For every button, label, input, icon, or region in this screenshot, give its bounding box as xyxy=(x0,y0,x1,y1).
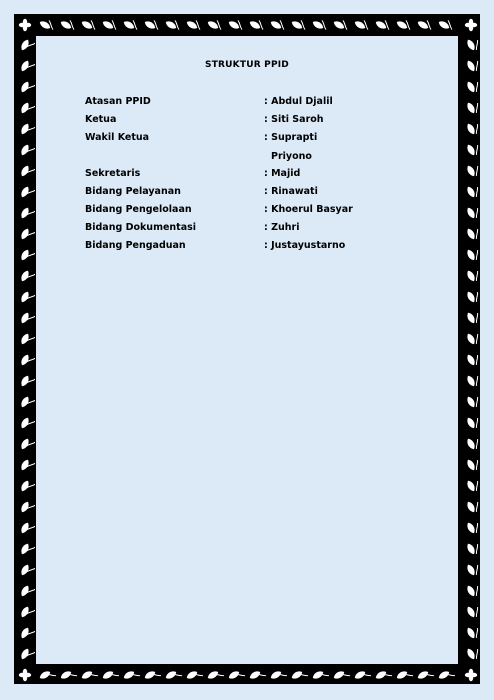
row-label: Bidang Dokumentasi xyxy=(85,222,197,233)
row-label: Ketua xyxy=(85,114,117,125)
document-title: STRUKTUR PPID xyxy=(205,60,289,70)
row-value: : Rinawati xyxy=(264,186,318,197)
row-label: Atasan PPID xyxy=(85,96,151,107)
row-label: Bidang Pengaduan xyxy=(85,240,186,251)
row-value: : Justayustarno xyxy=(264,240,346,251)
row-wakil-ketua-continuation: Priyono xyxy=(271,151,312,162)
row-value: : Zuhri xyxy=(264,222,300,233)
row-label: Wakil Ketua xyxy=(85,132,150,143)
row-value: : Suprapti xyxy=(264,132,318,143)
row-label: Bidang Pengelolaan xyxy=(85,204,192,215)
row-value: : Siti Saroh xyxy=(264,114,324,125)
row-label: Bidang Pelayanan xyxy=(85,186,181,197)
row-value: : Abdul Djalil xyxy=(264,96,333,107)
row-value: : Majid xyxy=(264,168,301,179)
row-value: : Khoerul Basyar xyxy=(264,204,353,215)
row-label: Sekretaris xyxy=(85,168,141,179)
content-area xyxy=(35,35,459,665)
